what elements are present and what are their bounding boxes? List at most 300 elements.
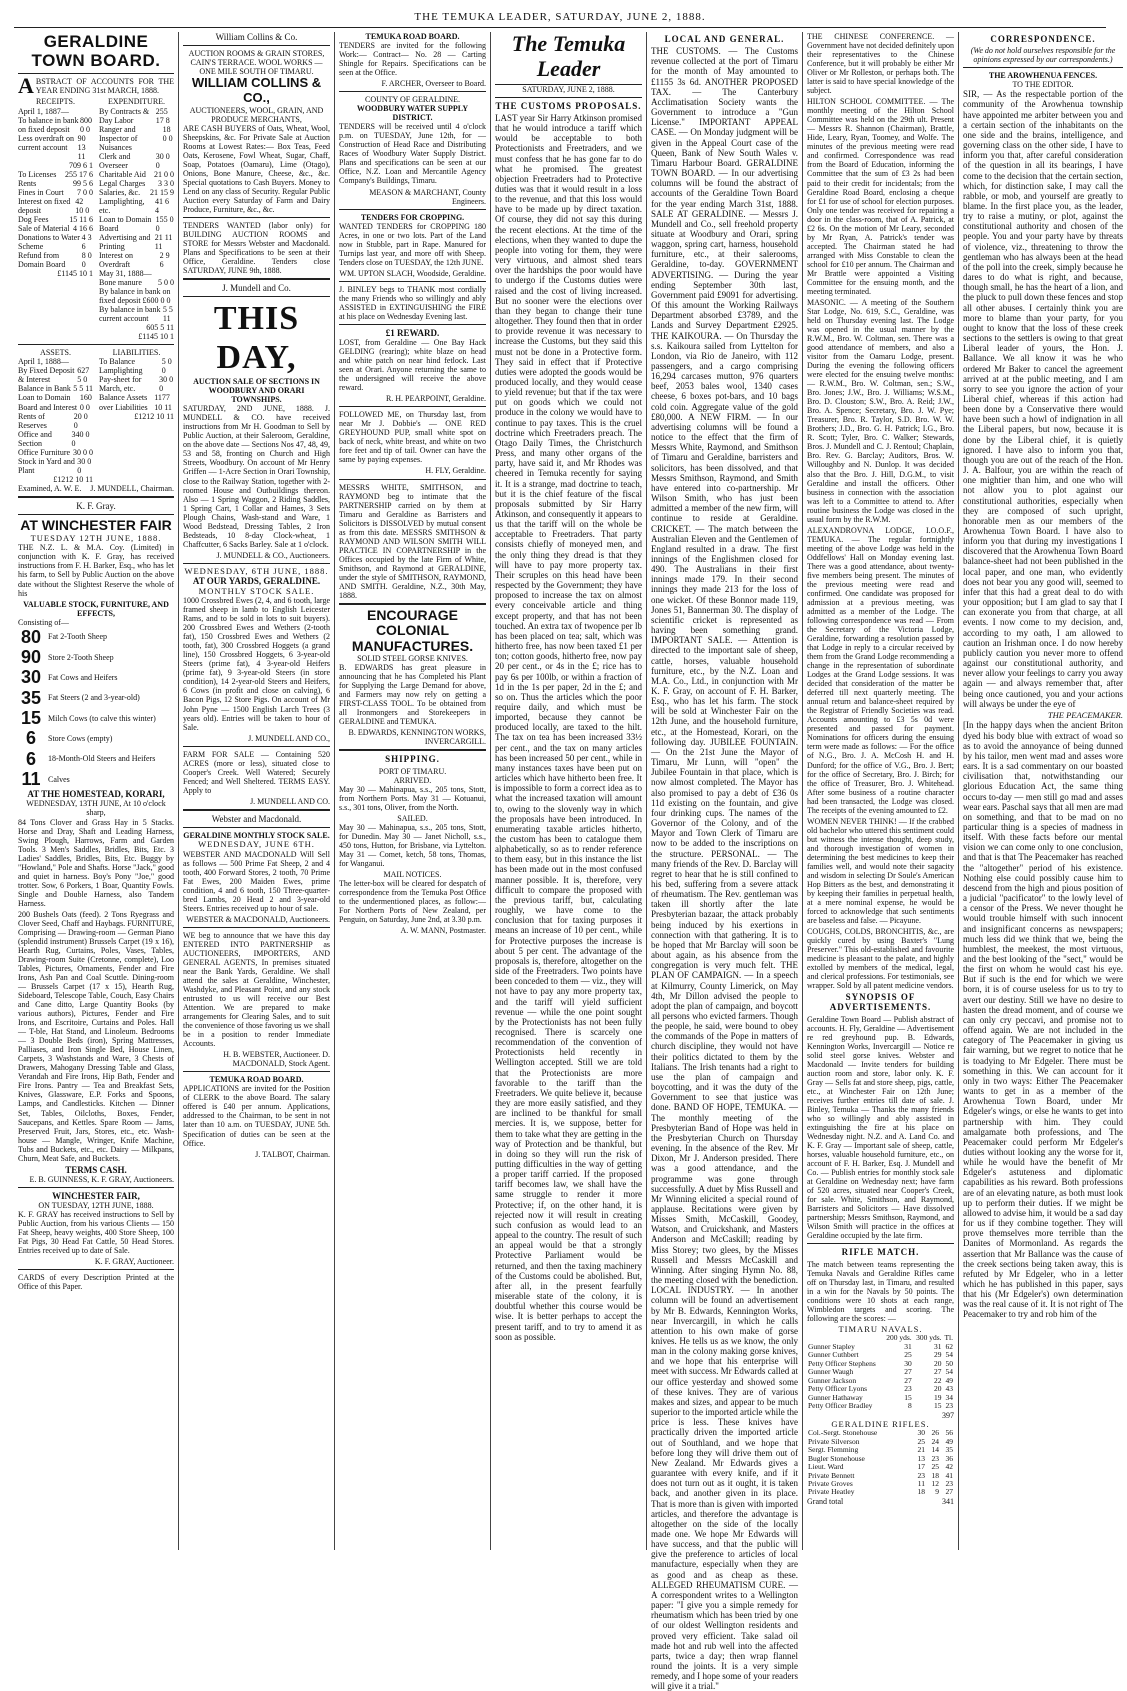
- arrived-text: May 30 — Mahinapua, s.s., 205 tons, Stott, from Northern Ports. May 31 — Kotuanui, s.s., 301 tons, Oliver, from the North.: [339, 784, 486, 812]
- receipt-label: Sale of Material: [18, 223, 70, 233]
- corr-head: CORRESPONDENCE.: [990, 34, 1096, 44]
- editorial-text: LAST year Sir Harry Atkinson promised that he would introduce a tariff which would be acceptable to both Protectionists and Freetraders, and we must confess that he has gone far to do what he promised. The greatest objection Freetraders had to Protective duties was that it would result in a loss to the revenue, and that this loss would have to be made up by direct taxation. Of course, they did not say this during the recent elections. At the time of the elections, when they wanted to dupe the people into voting for them, they were very virtuous, and almost shed tears over the hardships the poor would have to undergo if the Customs duties were raised and the cost of living increased. But no sooner were the elections over than they began to change their tune altogether. They found then that in order to provide revenue it was necessary to increase the Customs, but they said this must not be done in a Protective form. They said in effect that if Protective duties were adopted the goods would be produced locally, and they would cease to yield revenue; but that if the tax were put on goods which we could not produce in the colony we would have to continue to pay taxes. This is the cruel doctrine which Freetraders preach. The Otago Daily Times, the Christchurch Press, and many other organs of the party, have said it, and Mr Rhodes was cheered in Temuka recently for saying it. It is a strange, mad doctrine to teach, but it is the chief feature of the fiscal proposals submitted by Sir Harry Atkinson, and consequently it appears to us that the tariff will on the whole be acceptable to Freetraders. That party consists chiefly of moneyed men, and the only thing they dread is that they will have to pay more property tax. Their scruples on this head have been respected by the Government; they have proposed to increase the tax on almost every conceivable article and thing except property, and that has not been touched. An extra tax of twopence per lb has been placed on tea; salt, which was hitherto free, has now been taxed £1 per ton; cotton goods, hitherto free, now pay 20 per cent., or 4s in the £; rice has to pay 6s per 100lb, or within a fraction of 1d in the 1s per paper, 2d in the £; and so on. Thus the articles which the poor require daily, and which must be imported, because they cannot be produced locally, are taxed to the hilt. The tax on tea has been increased 33½ per cent., and the tax on many articles has been increased 50 per cent., while in many instances taxes have been put on articles which have hitherto been free. It is impossible to form a correct idea as to what the increased taxation will amount to, owing to the slovenly way in which the proposals have been introduced. In enumerating taxable articles hitherto, the custom has been to catalogue them alphabetically, so as to render reference to them easy, but in this instance the list has been made out in the most confused manner possible. It is, therefore, very difficult to compare the proposed with the previous tariff, but, calculating roughly, we have come to the conclusion that for taxing purposes it means an increase of 10 per cent., while for Protective purposes the increase is about 5 per cent. The advantage of the proposals is, therefore, altogether on the side of the Freetraders. Two points have been conceded to them — viz., they will not have to pay any more property tax, and the tariff will yield sufficient revenue — while the one point sought by the Protectionists has not been fully recognised. There is scarcely one recommendation of the convention of Protectionists held recently in Wellington accepted. Still we are told that the Protectionists are more favorable to the tariff than the Freetraders. We quite believe it, because they are more easily satisfied, and they are inclined to be thankful for small mercies. It is, we suppose, better for them to take what they are getting in the way of Protection and be thankful, but in doing so they will run the risk of putting difficulties in the way of getting a proper tariff carried. If the proposed tariff becomes law, we shall have the same struggle to render it more Protective; if, on the other hand, it is rejected now it will result in creating such confusion as would lead to an appeal to the country. The result of such an appeal would be that a strongly Protective Parliament would be returned, and then the taxing machinery of the Customs could be abolished. But, after all, in the present fearfully miserable state of the colony, it is doubtful whether this course would be wise. It is better perhaps to accept the present tariff, and to try to amend it as soon as possible.: [495, 112, 642, 1342]
- fair2-text: K. F. GRAY has received instructions to Sell by Public Auction, from his various Clients — 150 Fat Sheep, heavy weights, 400 Store Sheep, 100 Fat Pigs, 30 Head Fat Cattle, 50 Head Stores. Entries received up to date of Sale.: [18, 1210, 174, 1256]
- score-cell: 8: [907, 1401, 912, 1411]
- score-cell: 21: [917, 1445, 925, 1455]
- trb-text: TENDERS are invited for the following Work:— Contract— No. 28 — Carting Shingle for Repairs. Specifications can be seen at the Office.: [339, 41, 486, 78]
- binley-text: J. BINLEY begs to THANK most cordially the many Friends who so willingly and ably ASSISTED in EXTINGUISHING the FIRE at his place on Wednesday Evening last.: [339, 284, 486, 321]
- score-cell: 22: [934, 1375, 942, 1385]
- stock-item: [18, 728, 174, 748]
- column-3: [335, 32, 491, 1550]
- women-text: WOMEN NEVER THINK! — If the crabbed old bachelor who uttered this sentiment could but witness the intense thought, deep study, and thorough investigation of women in determining the best medicines to keep their families well, and would note their sagacity and wisdom in selecting Dr Soule's American Hop Bitters as the best, and demonstrating it by keeping their families in perpetual health, at a mere nominal expense, he would be forced to acknowledge that such sentiments are baseless and false. — Picayune.: [807, 816, 954, 926]
- stock-count: 6: [25, 748, 36, 769]
- asset-row: [18, 357, 93, 366]
- score-cell: 23: [945, 1401, 953, 1411]
- wws-sig: MEASON & MARCHANT, County Engineers.: [369, 187, 486, 206]
- score-cell: Private Silverson: [808, 1436, 860, 1446]
- board-title: GERALDINE TOWN BOARD.: [31, 32, 161, 71]
- stock-desc: Fat Steers (2 and 3-year-old): [48, 693, 140, 703]
- assets-table: [18, 348, 174, 483]
- receipt-label: Dog Fees: [18, 214, 49, 224]
- receipt-row: [18, 116, 93, 134]
- score-cell: 25: [917, 1436, 925, 1446]
- stock-desc: Fat Cows and Heifers: [48, 672, 118, 682]
- fair2-title: WINCHESTER FAIR,: [52, 1190, 140, 1201]
- receipt-label: Less overdraft on current account: [18, 133, 74, 152]
- monthly-sig: J. MUNDELL AND CO.,: [248, 733, 330, 743]
- liability-label: To Balance Lamplighting: [99, 357, 143, 376]
- asset-label: Stock in Yard and Plant: [18, 456, 75, 475]
- score-cell: Petty Officer Lyons: [808, 1384, 868, 1394]
- liabilities-total: £1212 10 11: [134, 411, 174, 421]
- expenditure-amount: 30 0 0: [155, 151, 170, 170]
- expenditure-row: [99, 107, 174, 125]
- receipt-amount: 8 0 0: [81, 251, 92, 270]
- score-cell: 31: [904, 1341, 912, 1351]
- receipt-row: [18, 224, 93, 233]
- expenditure-row: [99, 188, 174, 197]
- score-cell: 14: [931, 1445, 939, 1455]
- letter-sig: THE PEACEMAKER.: [1047, 709, 1123, 720]
- expenditure-label: Loan to Domain Board: [99, 214, 152, 233]
- expenditure-amount: 21 0 0: [154, 169, 174, 179]
- asset-row: [18, 448, 93, 457]
- stock-item: [18, 667, 174, 687]
- stock-desc: 18-Month-Old Steers and Heifers: [48, 754, 156, 764]
- score-cell: 23: [904, 1384, 912, 1394]
- score-cell: Gunner Stapley: [808, 1341, 855, 1351]
- sailed-text: May 30 — Mahinapua, s.s., 205 tons, Stott, for Dunedin. May 30 — Janet Nicholl, s.s., 450 tons, Hutton, for Brisbane, via Lyttelton. May 31 — Comet, ketch, 58 tons, Thomas, for Wanganui.: [339, 822, 486, 868]
- expenditure-label: Interest on Overdraft: [99, 251, 133, 270]
- examined-text: Examined, A. W. E.: [18, 483, 82, 493]
- asset-amount: 20 0 0: [73, 411, 88, 430]
- score-cell: 23: [945, 1479, 953, 1488]
- columns: [14, 31, 1123, 1691]
- stock-desc: Store 2-Tooth Sheep: [48, 652, 114, 662]
- wm-sig: H. B. WEBSTER, Auctioneer. D. MACDONALD, Stock Agent.: [223, 1050, 330, 1069]
- monthly-text: 1000 Crossbred Ewes (2, 4, and 6 tooth, large framed sheep in lamb to English Leicester Rams, and to be sold in lots to suit buyers). 200 Crossbred Ewes and Wethers (2-tooth fat), 150 Crossbred Ewes and Wethers (2 tooth, fat), 300 Crossbred Hoggets (a grand line), 150 Crossbred Hoggets, 6 3-year-old Steers (prime fat), 4 3-year-old Heifers (prime fat), 9 3-year-old Steers (in store condition), 14 2-year-old Steers and Heifers, 6 Cows (in profit and close on calving), 6 Bacon Pigs, 12 Store Pigs. On account of Mr John Pyne — 1500 English Larch Trees (3 years old). Entries will be taken to hour of Sale.: [183, 596, 330, 732]
- cog: COUNTY OF GERALDINE.: [364, 95, 461, 105]
- receipt-amount: 15 11 6: [69, 214, 93, 224]
- messrs-text: MESSRS WHITE, SMITHSON, and RAYMOND beg to intimate that the PARTNERSHIP carried on by them at Timaru and Geraldine as Barristers and Solicitors is DISSOLVED by mutual consent as from this date. MESSRS SMITHSON & RAYMOND AND WILSON SMITH WILL PRACTICE IN COPARTNERSHIP in the Offices occupied by the late Firm of White, Smithson, and Raymond at GERALDINE, under the style of SMITHSON, RAYMOND, AND SMITH. Geraldine, N.Z., 30th May, 1888.: [339, 482, 486, 600]
- score-header-cell: Tl.: [944, 1333, 953, 1343]
- receipt-amount: 99 5 6: [73, 178, 93, 188]
- accounts-table: [18, 97, 174, 341]
- receipt-amount: 4 3 6: [81, 232, 92, 251]
- score-header-cell: 300 yds.: [916, 1333, 942, 1343]
- mail-text: The letter-box will be cleared for despatch of correspondence from the Temuka Post Office to the undermentioned places, as follow:— For Northern Ports of New Zealand, per Penguin, on Saturday, June 2nd, at 3.30 p.m.: [339, 878, 486, 925]
- receipt-amount: 255 17 6: [65, 169, 93, 179]
- receipt-row: [18, 197, 93, 215]
- wc-head: William Collins & Co.: [215, 32, 298, 42]
- score-cell: 25: [931, 1462, 939, 1472]
- tenders-text: TENDERS WANTED (labor only) for BUILDING AUCTION ROOMS and STORE for Messrs Webster and Macdonald. Plans and Specifications to be seen at their Office, Geraldine. Tenders close SATURDAY, JUNE 9th, 1888.: [183, 221, 330, 276]
- wm-head: Webster and Macdonald.: [211, 813, 302, 824]
- score-cell: Bugler Stonehouse: [808, 1453, 865, 1463]
- wed-head: WEDNESDAY, 6TH JUNE, 1888.: [184, 565, 329, 576]
- stock-desc: Calves: [48, 774, 70, 784]
- asset-label: Balance in Bank: [18, 384, 71, 394]
- receipt-amount: 42 10 0: [75, 196, 90, 215]
- score-cell: 26: [931, 1428, 939, 1438]
- receipt-amount: 7 0 0: [77, 187, 93, 197]
- asset-amount: 30 0 0: [77, 456, 92, 475]
- masonic-text: MASONIC. — A meeting of the Southern Star Lodge, No. 619, S.C., Geraldine, was held on Thursday evening last. The Lodge was opened in the usual manner by the R.W.M., Bro. W. Coltman, sen. There was a good attendance of members, and also a visitor from the Oamaru Lodge, present. During the evening the following officers were elected for the ensuing twelve months: — R.W.M., Bro. W. Coltman, sen.; S.W., Bro. Jones; J.W., Bro. J. Williams; W.S.M., Bro. D. Clouston; S.W., Bro. A. Reid; J.W., Bro. A. Spence; Secretary, Bro. J. W. Pye; Treasurer, Bro. R. Taylor, S.D. Bro. W. W. Brothers; J.D., Bro. G. H. Patrick; I.G., Bro. R. Scott; Tyler, Bro. C. Walker; Stewards, Bros. J. Mundell and C. J. Rentoul; Chaplain, Bro. Rev. G. Barclay; Auditors, Bros. W. Willoughby and N. Dunlop. It was decided also that the Bro. J. Hill, D.G.M., to visit Geraldine and install the officers. Other business in connection with the association was left to a Committee to attend to. After routine business the Lodge was closed in the usual form by the R.W.M.: [807, 297, 954, 524]
- guinness-sig: E. B. GUINNESS, K. F. GRAY, Auctioneers.: [29, 1174, 174, 1184]
- score-cell: 13: [917, 1453, 925, 1463]
- farm-sig: J. MUNDELL AND CO.: [250, 796, 330, 806]
- expenditure-amount: 2 9 6: [159, 251, 170, 270]
- receipt-label: Refund from Domain Board: [18, 251, 66, 270]
- stock-count: 11: [21, 768, 41, 789]
- expenditure-row: [99, 125, 174, 152]
- chairman-text: J. MUNDELL, Chairman.: [90, 483, 174, 493]
- expenditure-amount: 5 5 11: [162, 305, 173, 324]
- score-cell: 34: [945, 1392, 953, 1402]
- rifles-table: [807, 1429, 954, 1497]
- coughs-text: COUGHS, COLDS, BRONCHITIS, &c., are quickly cured by using Baxter's "Lung Preserver." This old-established and favourite medicine is pleasant to the palate, and highly extolled by members of the medical, legal, and clerical professions. For testimonials, see wrapper. Sold by all patent medicine vendors.: [807, 927, 954, 991]
- score-cell: 25: [904, 1350, 912, 1360]
- fair2-date: ON TUESDAY, 12TH JUNE, 1888.: [38, 1201, 154, 1211]
- score-cell: 54: [945, 1367, 953, 1377]
- fences-head: THE AROWHENUA FENCES.: [988, 71, 1098, 81]
- page-masthead: THE TEMUKA LEADER, SATURDAY, JUNE 2, 1888.: [14, 10, 1106, 28]
- trb2-text: APPLICATIONS are invited for the Position of CLERK to the above Board. The salary offered is £40 per annum. Applications, addressed to the Chairman, to be sent in not later than 10 a.m. on TUESDAY, JUNE 5th. Specification of duties can be seen at the Office.: [183, 1084, 330, 1148]
- stock-count: 6: [25, 728, 36, 749]
- receipt-amount: 4 16 6: [73, 223, 93, 233]
- score-cell: 23: [931, 1453, 939, 1463]
- navals-table: [807, 1334, 954, 1410]
- assets-total: £1212 10 11: [53, 474, 93, 484]
- expenditure-row: [99, 287, 174, 305]
- receipt-amount: 90 13 11: [77, 133, 86, 161]
- synopsis-head: SYNOPSIS OF ADVERTISEMENTS.: [829, 992, 932, 1013]
- expenditure-row: [99, 305, 174, 323]
- receipt-label: Donations to Water Scheme: [18, 232, 80, 251]
- score-cell: 41: [945, 1470, 953, 1480]
- paper-date: SATURDAY, JUNE 2, 1888.: [522, 84, 615, 94]
- abstract-text: ABSTRACT OF ACCOUNTS FOR THE YEAR ENDING 31st MARCH, 1888.: [18, 73, 174, 99]
- receipts-total: £1145 10 1: [57, 269, 93, 279]
- reward-head: £1 REWARD.: [385, 327, 440, 338]
- score-cell: Gunner Cuthbert: [808, 1350, 859, 1360]
- score-cell: 49: [945, 1436, 953, 1446]
- this-day-text: SATURDAY, 2ND JUNE, 1888. J. MUNDELL & CO. have received instructions from Mr H. Goodman to Sell by Public Auction, at their Saleroom, Geraldine, on the above date — Sections Nos 47, 48, 49, 53 and 58, fronting on Church and High Streets, Woodbury. On account of Mr Henry Griffen — 1-Acre Section in Orari Township, close to the Railway Station, together with 2-roomed House and Outbuildings thereon. Also — 1 Spring Waggon, 2 Riding Saddles, 1 Spring Cart, 1 Collar and Hames, 3 Sets Plough Chains, Wash-stand and Ware, 1 Wood Bedstead, Dressing Tables, 2 Iron Bedsteads, 10 8-day Clock-wheat, 1 Chaffcutter, 6 Sacks Barley. Sale at 1 o'clock.: [183, 404, 330, 549]
- wc-lines: AUCTION ROOMS & GRAIN STORES, CAIN'S TERRACE. WOOL WORKS — ONE MILE SOUTH OF TIMARU.: [188, 49, 325, 77]
- expenditure-row: [99, 233, 174, 251]
- sailed-head: SAILED.: [397, 813, 428, 823]
- score-cell: 35: [945, 1445, 953, 1455]
- editor-comment: [In the happy days when the ancient Briton dyed his body blue with extract of woad so as to avoid the annoyance of being dunned by his tailor, men went mad and asses wore ears. It is a sad commentary on our boasted civilisation that, notwithstanding our glorious Education Act, the same thing occurs to-day — men still go mad and asses wear ears. Paschal says that all men are mad on something, and that to be mad on no particular thing is a species of madness in itself. With these facts before our mental vision we can come only to one conclusion, and that is that The Peacemaker has reached the "altogether" period of his existence. Nothing else could possibly cause him to descend from the high and pious position of a judicial "pacificator" to the lowly level of a censor of the Press. We never thought he would trouble himself with such innocent and insignificant concerns as newspapers; much less did we think that we, being the humblest, the meekest, the most virtuous, and the best looking of the "sect," would be the first on whom he would cast his eye. But if such is the end for which we were born, it is of course useless for us to try to avert our destiny. Still we have no desire to hasten the dread moment, and of course we can only cry peccavi, and promise not to offend again. We are not included in the category of The Peacemaker in giving us fair warning, but we regret to notice that he is toadying to Mr Edgeler. There must be something in this. We can account for it only in two ways: Either The Peacemaker wants to get in as a member of the Arowhenua Town Board, under Mr Edgeler's wings, or else he wants to get into partnership with him. They could amalgamate both professions, and The Peacemaker could perform Mr Edgeler's duties without looking any the worse for it, while he would have the benefit of Mr Edgeler's astuteness and diplomatic capabilities as his reward. Both professions are of an elevating nature, as both must look up to perform their duties. If we might be allowed to advise him, it would be a sad day for us if they combine together. They will prove themselves more terrible than the Danites of Mormonland. As regards the assertion that Mr Ballance was the cause of the creek sections being taken away, this is refuted by Mr Edgeler, who in a letter which he has published in this paper, says that his (Mr Edgeler's) own determination was the real cause of it. It is not right of The Peacemaker to try and rob him of the: [963, 720, 1123, 1320]
- score-cell: Gunner Jackson: [808, 1375, 857, 1385]
- receipt-label: To balance in bank on fixed deposit: [18, 115, 79, 134]
- score-cell: 43: [945, 1384, 953, 1394]
- score-cell: 56: [945, 1428, 953, 1438]
- rifle-head: RIFLE MATCH.: [841, 1247, 920, 1258]
- receipts-list: [18, 107, 93, 270]
- fair2-sig: K. F. GRAY, Auctioneer.: [94, 1257, 174, 1267]
- jm-head: J. Mundell and Co.: [222, 283, 291, 294]
- score-cell: 27: [904, 1367, 912, 1377]
- wc-big: WILLIAM COLLINS & CO.,: [191, 75, 322, 105]
- asset-row: [18, 384, 93, 393]
- score-cell: Private Groves: [808, 1479, 853, 1488]
- asset-amount: 30 0 0: [73, 447, 93, 457]
- receipt-row: [18, 188, 93, 197]
- to-editor: TO THE EDITOR.: [1012, 80, 1074, 90]
- trb2-sig: J. TALBOT, Chairman.: [255, 1149, 330, 1159]
- asset-row: [18, 366, 93, 384]
- wws: WOODBURY WATER SUPPLY DISTRICT.: [356, 104, 469, 123]
- asset-label: Office and Section: [18, 429, 52, 448]
- stock-item: [18, 647, 174, 667]
- local-text: THE CUSTOMS. — The Customs revenue collected at the port of Timaru for the month of May amounted to £1155 3s 6d. ANOTHER PROPOSED TAX. — The Canterbury Acclimatisation Society wants the Government to introduce a "Gun License." IMPORTANT APPEAL CASE. — On Monday judgment will be given in the Appeal Court case of the Queen, Bank of New South Wales v. Timaru Harbour Board. GERALDINE TOWN BOARD. — In our advertising columns will be found the abstract of accounts of the Geraldine Town Board for the year ending March 31st, 1888. SALE AT GERALDINE. — Messrs J. Mundell and Co., sell freehold property situate at Woodbury and Orari, spring waggon, spring cart, harness, household furniture, etc., at their salerooms, Geraldine, to-day. GOVERNMENT ADVERTISING. — During the year ending September 30th last, Government paid £9091 for advertising. Of this amount the Working Railways Department absorbed £3789, and the Lands and Survey Department £2925. THE KAIKOURA. — On Thursday the s.s. Kaikoura sailed from Lyttelton for London, via Rio de Janeiro, with 112 passengers, and a cargo comprising 16,294 carcases mutton, 976 quarters beef, 2053 bales wool, 1340 cases cheese, 6 boxes pot-bars, and 10 bags cold coin. Aggregate value of the gold £80,000. A NEW FIRM. — In our advertising columns will be found a notice to the effect that the firm of Messrs White, Raymond, and Smithson of Timaru and Geraldine, barristers and solicitors, has been dissolved, and that Messrs Smithson, Raymond, and Smith have entered into co-partnership. Mr Wilson Smith, who has just been admitted a member of the new firm, will continue to reside at Geraldine. CRICKET. — The match between the Australian Eleven and the Gentlemen of England resulted in a draw. The first innings of the Englishmen closed for 490. The Australians in their first innings made 179. In their second innings they made 213 for the loss of one wicket. Of these Bonnor made 119, Jones 51, Bannerman 30. The display of scientific cricket is represented as having been something grand. IMPORTANT SALE. — Attention is directed to the important sale of sheep, cattle, horses, valuable household furniture, etc., by the N.Z. Loan and M.A. Co., Ltd., in conjunction with Mr K. F. Gray, on account of F. H. Barker, Esq., who has let his farm. The stock will be sold at Winchester Fair on the 12th June, and the household furniture, etc., at the Homestead, Korari, on the following day. JUBILEE FOUNTAIN. — On the 21st June the Mayor of Timaru, Mr Lunn, will "open" the Jubilee Fountain in that place, which is now almost completed. The Mayor has also promised to pay a debt of £36 0s 11d existing on the fountain, and give four drinking cups. The names of the Governor of the Colony, and of the Mayor and Town Clerk of Timaru are now to be added to the inscriptions on the structure. PERSONAL. — The many friends of the Rev. D. Barclay will regret to hear that he is still confined to his bed, suffering from a severe attack of rheumatism. The Rev. gentleman was taken ill shortly after the late Presbyterian bazaar, the attack probably being induced by his exertions in connection with that gathering. It is to be hoped that Mr Barclay will soon be about again, as his absence from the congregation is very much felt. THE PLAN OF CAMPAIGN. — In a speech at Kilmurry, County Limerick, on May 4th, Mr Dillon advised the people to adopt the plan of campaign, and boycott all persons who evicted farmers. Though the people, he said, were bound to obey the commands of the Pope in matters of church discipline, they would not have their politics dictated to them by the Italians. The Irish tenants had a right to use the plan of campaign and boycotting, and it was the duty of the Government to see that justice was done. BAND OF HOPE, TEMUKA. — The monthly meeting of the Presbyterian Band of Hope was held in the Presbyterian Church on Thursday evening. In the absence of the Rev. Mr Dixon, Mr J. Anderson presided. There was a good attendance, and the programme was gone through successfully. A duet by Miss Russell and Mr Winning elicited a special round of applause. Recitations were given by Misses Smith, McCaskill, Goodey, Watson, and Cruickshank, and Masters Anderson and McCaskill; reading by Miss Storey; two glees, by the Misses Russell and Messrs McCaskill and Winning. After singing Hymn No. 88, the meeting closed with the benediction. LOCAL INDUSTRY. — In another column will be found an advertisement by Mr B. Edwards, Kennington Works, near Invercargill, in which he calls attention to his own make of gorse knives. He tells us as we know, the only man in the colony making gorse knives, and we hope that his enterprise will meet with success. Mr Edwards called at our office yesterday and showed some of these knives. They are of various makes and sizes, and appear to be much superior to the imported article while the price is less. These knives have practically driven the imported article out of Southland, and we hope that before long they will drive them out of New Zealand. Mr Edwards gives a guarantee with every knife, and if it does not turn out as it ought, it is taken back, and another given in its place. That is more than is given with imported articles, and therefore the advantage is altogether on the side of the locally made one. We hope Mr Edwards will have success, and that the public will give the preference to articles of local manufacture, especially when they are as good and as cheap as these. ALLEGED RHEUMATISM CURE. — A correspondent writes to a Wellington paper: "I give you a simple remedy for rheumatism which has been tried by one of our oldest Wellington residents and proved very efficient. Take salad oil made hot and rub well into the affected parts, twice a day; then wrap flannel round the joints. It is a very simple remedy, and I hope some of your readers will give it a trial.": [651, 46, 798, 1691]
- score-cell: 30: [917, 1428, 925, 1438]
- score-cell: 20: [934, 1384, 942, 1394]
- score-cell: Private Heatley: [808, 1487, 855, 1497]
- score-cell: 54: [945, 1350, 953, 1360]
- homestead-date: WEDNESDAY, 13TH JUNE, At 10 o'clock sharp,: [26, 799, 166, 818]
- receipt-amount: 800 0 0: [79, 115, 92, 134]
- expenditure-label: May 31, 1888—: [99, 269, 152, 279]
- arrived-head: ARRIVED.: [393, 775, 432, 785]
- gms: GERALDINE MONTHLY STOCK SALE.: [183, 830, 330, 840]
- score-cell: 50: [945, 1358, 953, 1368]
- expenditure-amount: 605 5 11: [146, 323, 174, 333]
- liability-amount: 5 0 0: [161, 357, 172, 376]
- rifles-total: 341: [942, 1496, 954, 1506]
- column-5: [647, 32, 803, 1691]
- receipt-row: [18, 233, 93, 251]
- mail-head: MAIL NOTICES.: [383, 869, 442, 879]
- asset-amount: 160 0 0: [79, 393, 92, 412]
- receipts-heading: RECEIPTS.: [36, 97, 75, 107]
- port-head: PORT OF TIMARU.: [378, 766, 447, 776]
- homestead-text: 84 Tons Clover and Grass Hay in 5 Stacks. Horse and Dray, Shaft and Leading Harness, Swing Plough, Harrows, Farm and Garden Tools. 3 Men's Saddles, Bridles, Bits, Etc. 3 Ladies' Saddles, Bridles, Bits, Etc. Buggy by "Howland," Pole and Shafts. Horse "Jack," good and quiet in harness. Boy's Pony "Joe," good trotter. Sow, 6 Porkers, 1 Boar, Quantity Fowls. Single and Double Harness, also Tandem Harness.: [18, 817, 174, 908]
- this-day-sub: AUCTION SALE OF SECTIONS IN WOODBURY AND ORARI TOWNSHIPS.: [193, 377, 320, 405]
- followed-sig: H. FLY, Geraldine.: [425, 466, 486, 476]
- stock-item: [18, 627, 174, 647]
- rifles-grand: [807, 1497, 954, 1506]
- fair-date: TUESDAY 12TH JUNE, 1888.: [30, 532, 162, 543]
- score-cell: 18: [917, 1487, 925, 1497]
- score-cell: 15: [934, 1401, 942, 1411]
- stock-count: 35: [20, 687, 42, 708]
- paper-title: The Temuka Leader: [495, 32, 642, 85]
- cards-notice: CARDS of every Description Printed at the Office of this Paper.: [18, 1273, 174, 1292]
- score-cell: Lieut. Ward: [808, 1462, 844, 1472]
- this-day-title: THIS DAY,: [213, 300, 300, 376]
- expenditure-list: [99, 107, 174, 333]
- receipt-label: To Licenses: [18, 169, 57, 179]
- corr-note: (We do not hold ourselves responsible for the opinions expressed by our correspondents.): [970, 46, 1116, 65]
- yards: AT OUR YARDS, GERALDINE.: [192, 576, 321, 587]
- expenditure-row: [99, 269, 174, 278]
- asset-amount: 340 0 0: [71, 429, 90, 448]
- liabilities-list: [99, 357, 174, 411]
- liability-amount: 30 0 0: [159, 375, 174, 394]
- terms: TERMS CASH.: [65, 1164, 127, 1175]
- receipt-label: Rents: [18, 178, 37, 188]
- score-cell: 42: [945, 1462, 953, 1472]
- conf-text: THE CHINESE CONFERENCE. — Government have not decided definitely upon their representatives to the Chinese Conference, but it will probably be either Mr Oliver or Mr Rolleston, or perhaps both. The latter is said to have special knowledge of the subject.: [807, 32, 954, 96]
- stock-count: 15: [20, 707, 42, 728]
- trb-head: TEMUKA ROAD BOARD.: [365, 32, 460, 41]
- gms-date: WEDNESDAY, JUNE 6TH.: [198, 839, 315, 849]
- expenditure-row: [99, 179, 174, 188]
- expenditure-row: [99, 323, 174, 332]
- expenditure-amount: 18 0 0: [162, 124, 173, 143]
- expenditure-label: Legal Charges: [99, 178, 146, 188]
- fair-title: AT WINCHESTER FAIR: [20, 516, 172, 533]
- stock-count: 80: [20, 626, 42, 647]
- rifles-head: GERALDINE RIFLES.: [831, 1418, 930, 1429]
- score-cell: Sergt. Flemming: [808, 1445, 859, 1455]
- followed-text: FOLLOWED ME, on Thursday last, from near Mr J. Dobbie's — ONE RED GREYHOUND PUP, small white spot on back of neck, white breast, and white on two fore feet and tip of tail. Owner can have the same by paying expenses.: [339, 410, 486, 465]
- synopsis-text: Geraldine Town Board — Publish abstract of accounts. H. Fly, Geraldine — Advertisement re red greyhound pup. B. Edwards, Kennington Works, Invercargill — Notice re solid steel gorse knives. Webster and Macdonald — Invite tenders for building auction room and store, labor only. K. F. Gray — Sells fat and store sheep, pigs, cattle, etc., at Winchester Fair on 12th June; receives further entries till date of sale. J. Binley, Temuka — Thanks the many friends who so willingly and ably assisted in extinguishing the fire at his place on Wednesday night. N.Z. and A. Land Co. and K. F. Gray — Important sale of sheep, cattle, horses, valuable household furniture, etc., on account of F. H. Barker, Esq. J. Mundell and Co. — Publish entries for monthly stock sale at Geraldine on Wednesday next; have farm of 520 acres, situated near Cooper's Creek, for sale. White, Smithson, and Raymond, Barristers and Solicitors — Have dissolved partnership; Messrs Smithson, Raymond, and Wilson Smith will practice in the offices at Geraldine occupied by the late firm.: [807, 1014, 954, 1241]
- consisting: Consisting of—: [18, 617, 69, 627]
- expenditure-label: Ranger and Inspector of Nuisances: [99, 124, 138, 152]
- enc-sig: B. EDWARDS, KENNINGTON WORKS, INVERCARGILL.: [348, 728, 486, 747]
- gms-sig: WEBSTER & MACDONALD, Auctioneers.: [186, 914, 330, 924]
- expenditure-amount: 3 3 0: [158, 178, 174, 188]
- homestead-heading: AT THE HOMESTEAD, KORARI,: [27, 789, 165, 800]
- expenditure-amount: 41 6 4: [154, 196, 169, 215]
- assets-block: [18, 348, 93, 483]
- receipt-label: Interest on fixed deposit: [18, 196, 71, 215]
- liability-row: [99, 393, 174, 411]
- score-cell: 12: [931, 1479, 939, 1488]
- expenditure-label: Bone manure: [99, 278, 142, 288]
- stock-desc: Fat 2-Tooth Sheep: [48, 632, 107, 642]
- reward-text: LOST, from Geraldine — One Bay Hack GELDING (rearing); white blaze on head and white patch on near hind fetlock. Last seen at Orari. Anyone returning the same to the undersigned will receive the above reward.: [339, 338, 486, 393]
- column-6: [803, 32, 959, 1550]
- asset-label: Loan to Domain Board and Interest: [18, 393, 78, 412]
- receipt-row: [18, 215, 93, 224]
- monthly: MONTHLY STOCK SALE.: [198, 585, 315, 596]
- receipt-amount: 709 6 1: [69, 160, 93, 170]
- fair-intro: THE N.Z. L. & M.A. Coy. (Limited) in conjunction with K. F. Gray, has received instructions from F. H. Barker, Esq., who has let his farm, to Sell by Public Auction on the above date without the Slightest Reserve the whole of his: [18, 543, 174, 598]
- shipping-head: SHIPPING.: [385, 754, 440, 765]
- receipt-row: [18, 107, 93, 116]
- stock-count: 30: [20, 667, 42, 688]
- kfgray-header: K. F. Gray.: [76, 500, 116, 511]
- farm-text: FARM FOR SALE — Containing 520 ACRES (more or less), situated close to Cooper's Creek. Well Watered; Securely Fenced; and Well Sheltered. TERMS EASY. Apply to: [183, 749, 330, 795]
- expenditure-row: [99, 197, 174, 215]
- reward-sig: R. H. PEARPOINT, Geraldine.: [385, 394, 486, 404]
- score-cell: Col.-Sergt. Stonehouse: [808, 1428, 878, 1438]
- expenditure-label: By balance in bank current account: [99, 305, 161, 324]
- expenditure-label: By balance in bank on fixed deposit £600 0 0: [99, 287, 171, 306]
- stock-item: [18, 769, 174, 789]
- score-cell: 49: [945, 1375, 953, 1385]
- expenditure-label: Salaries, &c.: [99, 187, 141, 197]
- wws-text: TENDERS will be received until 4 o'clock p.m. on TUESDAY, June 12th, for — Construction of Head Race and Distributing Races of Woodbury Water Supply District. Plans and specifications can be seen at our Office, N.Z. Loan and Mercantile Agency Company's Buildings, Timaru.: [339, 122, 486, 186]
- score-cell: 20: [934, 1358, 942, 1368]
- expenditure-block: [99, 97, 174, 341]
- expenditure-total: £1145 10 1: [138, 332, 174, 342]
- score-cell: 31: [934, 1341, 942, 1351]
- expenditure-amount: 21 11 11: [154, 232, 173, 251]
- liabilities-heading: LIABILITIES.: [112, 348, 161, 358]
- receipts-block: [18, 97, 93, 341]
- asset-amount: 5 5 11: [73, 384, 93, 394]
- assets-list: [18, 357, 93, 474]
- tfc-text: WANTED TENDERS for CROPPING 180 Acres, in one or two lots. Part of the Land now in Stubble, part in Rape. Manured for Turnips last year, and more off with Sheep. Tenders close on TUESDAY, the 12th JUNE.: [339, 221, 486, 267]
- score-cell: 18: [931, 1470, 939, 1480]
- score-cell: Gunner Waugh: [808, 1367, 854, 1377]
- expenditure-label: By Contracts & Day Labor: [99, 106, 150, 125]
- receipt-label: Fines in Court: [18, 187, 64, 197]
- receipt-label: April 1, 1887—: [18, 106, 69, 116]
- asset-row: [18, 430, 93, 448]
- trb-sig: F. ARCHER, Overseer to Board.: [381, 79, 486, 89]
- liability-label: Balance Assets over Liabilities: [99, 393, 148, 412]
- score-cell: 27: [945, 1487, 953, 1497]
- enc-sub: SOLID STEEL GORSE KNIVES.: [357, 654, 468, 664]
- lodge-text: ALEXANDROVNA LODGE, I.O.O.F., TEMUKA. — The regular fortnightly meeting of the above Lodge was held in the Oddfellows' Hall on Monday evening last. There was a good attendance, about twenty-five members being present. The minutes of the previous meeting were read and confirmed. One candidate was proposed for admission at a previous meeting, was admitted as a member of the Lodge. The following correspondence was read — From the Secretary of the Victoria Lodge, Geraldine, forwarding a resolution passed by that Lodge in reply to a circular received by them from the Grand Lodge recommending a change in the representation of subordinate Lodges at the Grand Lodge sessions. It was decided that consideration of the matter be deferred till next quarterly meeting. The annual return and balance-sheet required by the Registrar of Friendly Societies was read. Accounts amounting to £3 5s 0d were presented and passed for payment. Nominations for officers during the ensuing term were made as follows: — For the office of N.G., Bro. J. A. McCosh H. and H. Dunford; for the office of V.G., Bro. J. Bert; for the office of Secretary, Bro. J. Birch; for the office of Treasurer, Bro. J. Whitehead. After some business of a routine character had been transacted, the Lodge was closed. The receipts of the evening amounted to £2.: [807, 525, 954, 815]
- score-cell: 30: [904, 1358, 912, 1368]
- score-cell: 27: [904, 1375, 912, 1385]
- expenditure-label: Charitable Aid: [99, 169, 146, 179]
- expenditure-amount: 255 17 8: [155, 106, 170, 125]
- score-cell: 36: [945, 1453, 953, 1463]
- liabilities-block: [99, 348, 174, 483]
- local-head: LOCAL AND GENERAL.: [664, 34, 785, 44]
- navals-total: 397: [942, 1410, 954, 1420]
- gms-text: WEBSTER AND MACDONALD Will Sell as follows — 500 Prime Fat Sheep, 2 and 4 tooth, 400 Forward Stores, 2 tooth, 70 Prime Fat Ewes, 200 Maiden Ewes, prime condition, 4 and 6 tooth, 150 Three-quarter-bred Lambs, 20 Head 2 and 3-year-old Steers. Entries received up to hour of sale.: [183, 849, 330, 913]
- liability-amount: 1177 10 11: [154, 393, 172, 412]
- receipt-row: [18, 179, 93, 188]
- score-cell: Private Bennett: [808, 1470, 855, 1480]
- editorial-headline: THE CUSTOMS PROPOSALS.: [495, 100, 642, 111]
- letter-text: SIR, — As the respectable portion of the community of the Arowhenua township have appointed me arbiter between you and a certain section of the inhabitants on the one side and the brains, intelligence, and governing class on the other side, I have to inform you that, after careful consideration of the question in all its bearings, I have come to the decision that the certain section, which, for distinction sake, I may call the rabble, or mob, and yourself are greatly to blame. In the first place you, as the leader, try to raise a mutiny, or plot, against the constitutional authority and chosen of the people. You and your party have by threats of violence, viz., threatening to throw the gentleman who has always been at the head of the poll into the creek, simply because he dares to do what is right, and because, though small, he has the heart of a lion, and the pluck to pull down these fences and stop all other abuses. I certainly think you are more to blame than your party, for you ought to know that the loss of these creek sections to the settlers is owing to that great Liberal leader of yours, the Hon. J. Ballance. We all know it was he who ordered Mr Baker to cancel the agreement arrived at at the public meeting, and I am sorry to see you ignore the action of your Liberal chief, whereas if this action had been done by a Conservative there would have been such a howl of indignation in all the Liberal papers, but now, because it is done by the Liberal chief, it is quietly ignored. I have also to inform you that, though you are out of the reach of the Hon. J. A. Balfour, you are within the reach of one mightier than him, and one who will not allow you to plot against our constitutional authorities, especially when they are composed of such upright, honorable men as our members of the Arowhenua Town Board. I have also to inform you that during my investigations I discovered that the Arowhenua Town Board balance-sheet had not been published in the local paper, and one man, who evidently does not bear you any good will, seemed to infer that this had a great deal to do with your opposition; but I am glad to say that I can exonerate you from that charge, at all events. I now come to my decision, and, according to my oath, I am allowed to caution an Irishman once. I do now hereby publicly caution you never more to offend against our constitutional authority, and never allow your feelings to carry you away again — and always remember that, after being once cautioned, you and your actions will always be under the eye of: [963, 89, 1123, 709]
- wc-sub: AUCTIONEERS, WOOL, GRAIN, AND PRODUCE MERCHANTS,: [189, 105, 324, 124]
- stock-item: [18, 688, 174, 708]
- rifle-text: The match between teams representing the Temuka Navals and Geraldine Rifles came off on Thursday last, in Timaru, and resulted in a win for the Navals by 50 points. The conditions were 10 shots at each range, Wimbledon targets and scoring. The following are the scores: —: [807, 1259, 954, 1323]
- expenditure-row: [99, 251, 174, 269]
- expenditure-label: Lamplighting, etc.: [99, 196, 145, 215]
- score-row: [807, 1402, 954, 1410]
- navals-head: TIMARU NAVALS.: [838, 1323, 923, 1334]
- score-cell: Petty Officer Stephens: [808, 1358, 876, 1368]
- asset-label: April 1, 1888—: [18, 357, 69, 367]
- trb2-head: TEMUKA ROAD BOARD.: [209, 1075, 304, 1085]
- expenditure-row: [99, 152, 174, 170]
- score-cell: 27: [934, 1367, 942, 1377]
- stock-item: [18, 708, 174, 728]
- expenditure-amount: 155 0 0: [155, 214, 174, 233]
- stock-count: 90: [20, 646, 42, 667]
- score-row: [807, 1488, 954, 1496]
- asset-row: [18, 393, 93, 411]
- score-cell: Petty Officer Bradley: [808, 1401, 873, 1411]
- score-cell: 17: [917, 1462, 925, 1472]
- expenditure-row: [99, 215, 174, 233]
- score-cell: 24: [931, 1436, 939, 1446]
- expenditure-amount: 21 15 9: [150, 187, 174, 197]
- liability-row: [99, 357, 174, 375]
- mail-sig: A. W. MANN, Postmaster.: [400, 926, 486, 936]
- asset-label: Rents of Reserves: [18, 411, 47, 430]
- asset-label: Office Furniture: [18, 447, 71, 457]
- score-cell: 62: [945, 1341, 953, 1351]
- expenditure-label: Clerk and Overseer: [99, 151, 131, 170]
- stock-item: [18, 749, 174, 769]
- fair-sub: VALUABLE STOCK, FURNITURE, AND EFFECTS,: [23, 599, 169, 618]
- tfc-sig: WM. UPTON SLACH, Woodside, Geraldine.: [339, 268, 486, 278]
- expenditure-amount: 5 0 0: [158, 278, 174, 288]
